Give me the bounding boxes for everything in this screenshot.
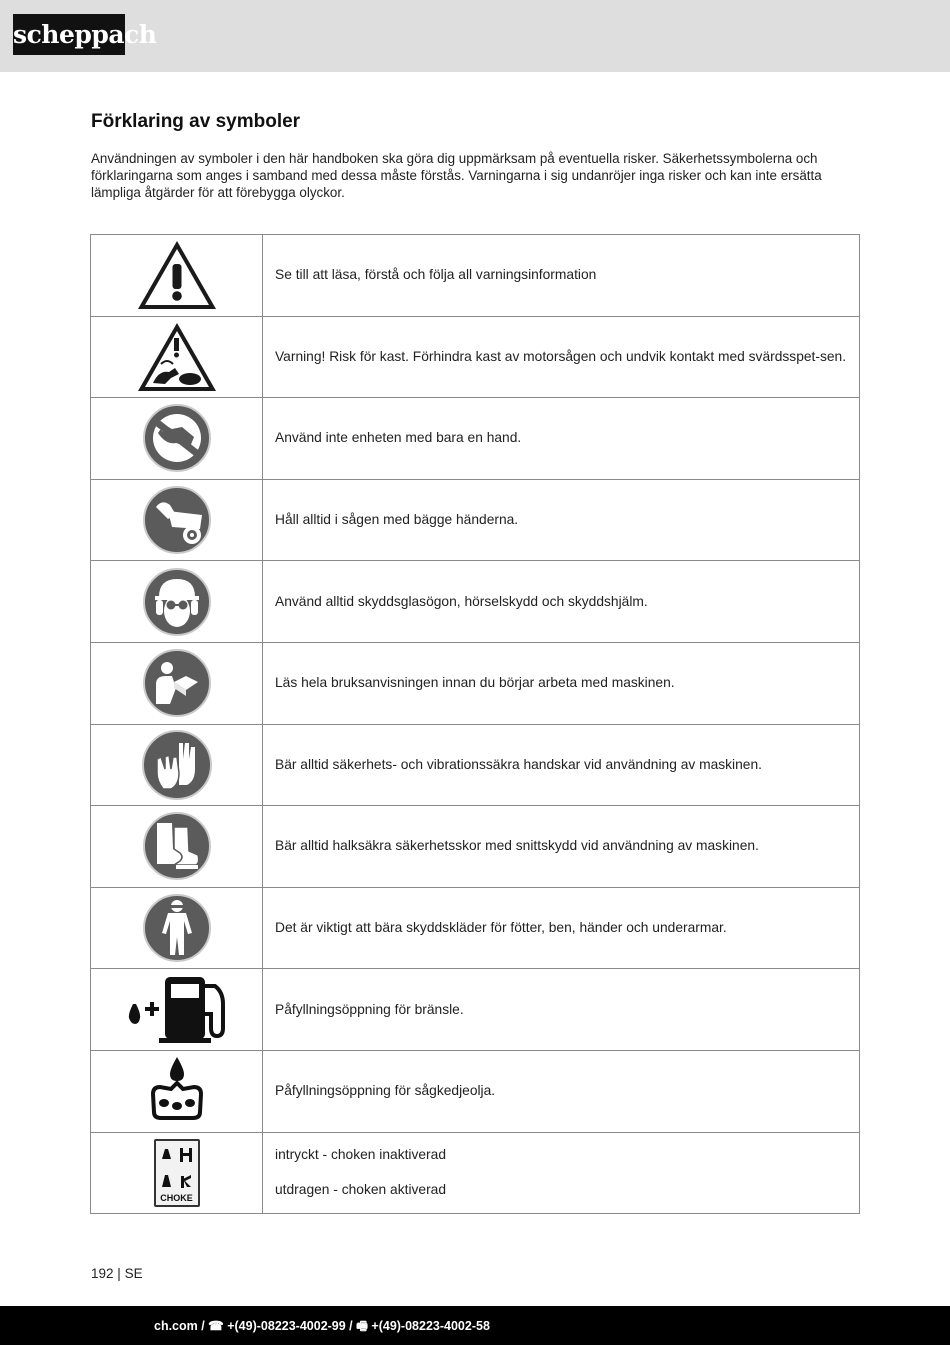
language-code: SE: [124, 1266, 143, 1281]
kickback-warning-icon: [135, 320, 219, 394]
choke-label: CHOKE: [160, 1192, 193, 1203]
warning-triangle-icon: [135, 238, 219, 312]
fuel-filler-icon: [125, 974, 229, 1046]
choke-symbols-icon: [156, 1143, 198, 1191]
table-row: [91, 887, 860, 969]
table-row: [91, 1132, 860, 1214]
row-text: Se till att läsa, förstå och följa all varningsinformation: [263, 235, 860, 317]
row-text: Bär alltid halksäkra säkerhetsskor med snittskydd vid användning av maskinen.: [263, 806, 860, 888]
footer-bar: [0, 1306, 950, 1345]
row-text: Påfyllningsöppning för sågkedjeolja.: [263, 1050, 860, 1132]
row-text: Använd inte enheten med bara en hand.: [263, 398, 860, 480]
page-number: [91, 1266, 143, 1281]
row-text: Håll alltid i sågen med bägge händerna.: [263, 479, 860, 561]
row-text-secondary: utdragen - choken aktiverad: [275, 1182, 447, 1198]
table-row: [91, 398, 860, 480]
row-text: Det är viktigt att bära skyddskläder för fötter, ben, händer och underarmar.: [263, 887, 860, 969]
footer-contact: ch.com / ☎ +(49)-08223-4002-99 / 🖷 +(49)-08223-4002-58: [154, 1319, 490, 1333]
intro-paragraph: [91, 150, 861, 201]
chain-oil-icon: [146, 1054, 208, 1128]
table-row: [91, 806, 860, 888]
table-row: [91, 235, 860, 317]
page-number-value: 192: [91, 1266, 114, 1281]
table-row: [91, 969, 860, 1051]
symbols-table: [90, 234, 860, 1214]
separator: |: [117, 1266, 121, 1281]
table-row: [91, 561, 860, 643]
two-hands-icon: [142, 485, 212, 555]
read-manual-icon: [142, 648, 212, 718]
table-row: [91, 642, 860, 724]
row-text: intryckt - choken inaktiverad: [275, 1147, 446, 1163]
table-row: [91, 316, 860, 398]
page-title: Förklaring av symboler: [91, 111, 301, 132]
choke-icon: [154, 1139, 200, 1207]
no-one-hand-icon: [142, 403, 212, 473]
row-text: Använd alltid skyddsglasögon, hörselskydd och skyddshjälm.: [263, 561, 860, 643]
row-text: Påfyllningsöppning för bränsle.: [263, 969, 860, 1051]
protective-clothing-icon: [142, 893, 212, 963]
row-text: Läs hela bruksanvisningen innan du börjar arbeta med maskinen.: [263, 642, 860, 724]
head-protection-icon: [142, 567, 212, 637]
safety-boots-icon: [142, 811, 212, 881]
row-text: Varning! Risk för kast. Förhindra kast av motorsågen och undvik kontakt med svärdsspet-sen.: [263, 316, 860, 398]
row-text: Bär alltid säkerhets- och vibrationssäkra handskar vid användning av maskinen.: [263, 724, 860, 806]
intro-text: Användningen av symboler i den här handboken ska göra dig uppmärksam på eventuella risker. Säkerhetssymbolerna och förklaringarna som anges i samband med dessa måste förstås. Varningarna i sig undanröjer inga risker och kan inte ersätta lämpliga åtgärder för att förebygga olyckor.: [91, 151, 822, 200]
brand-logo: scheppach: [13, 14, 125, 55]
table-row: [91, 1050, 860, 1132]
gloves-icon: [141, 729, 213, 801]
table-row: [91, 479, 860, 561]
table-row: [91, 724, 860, 806]
